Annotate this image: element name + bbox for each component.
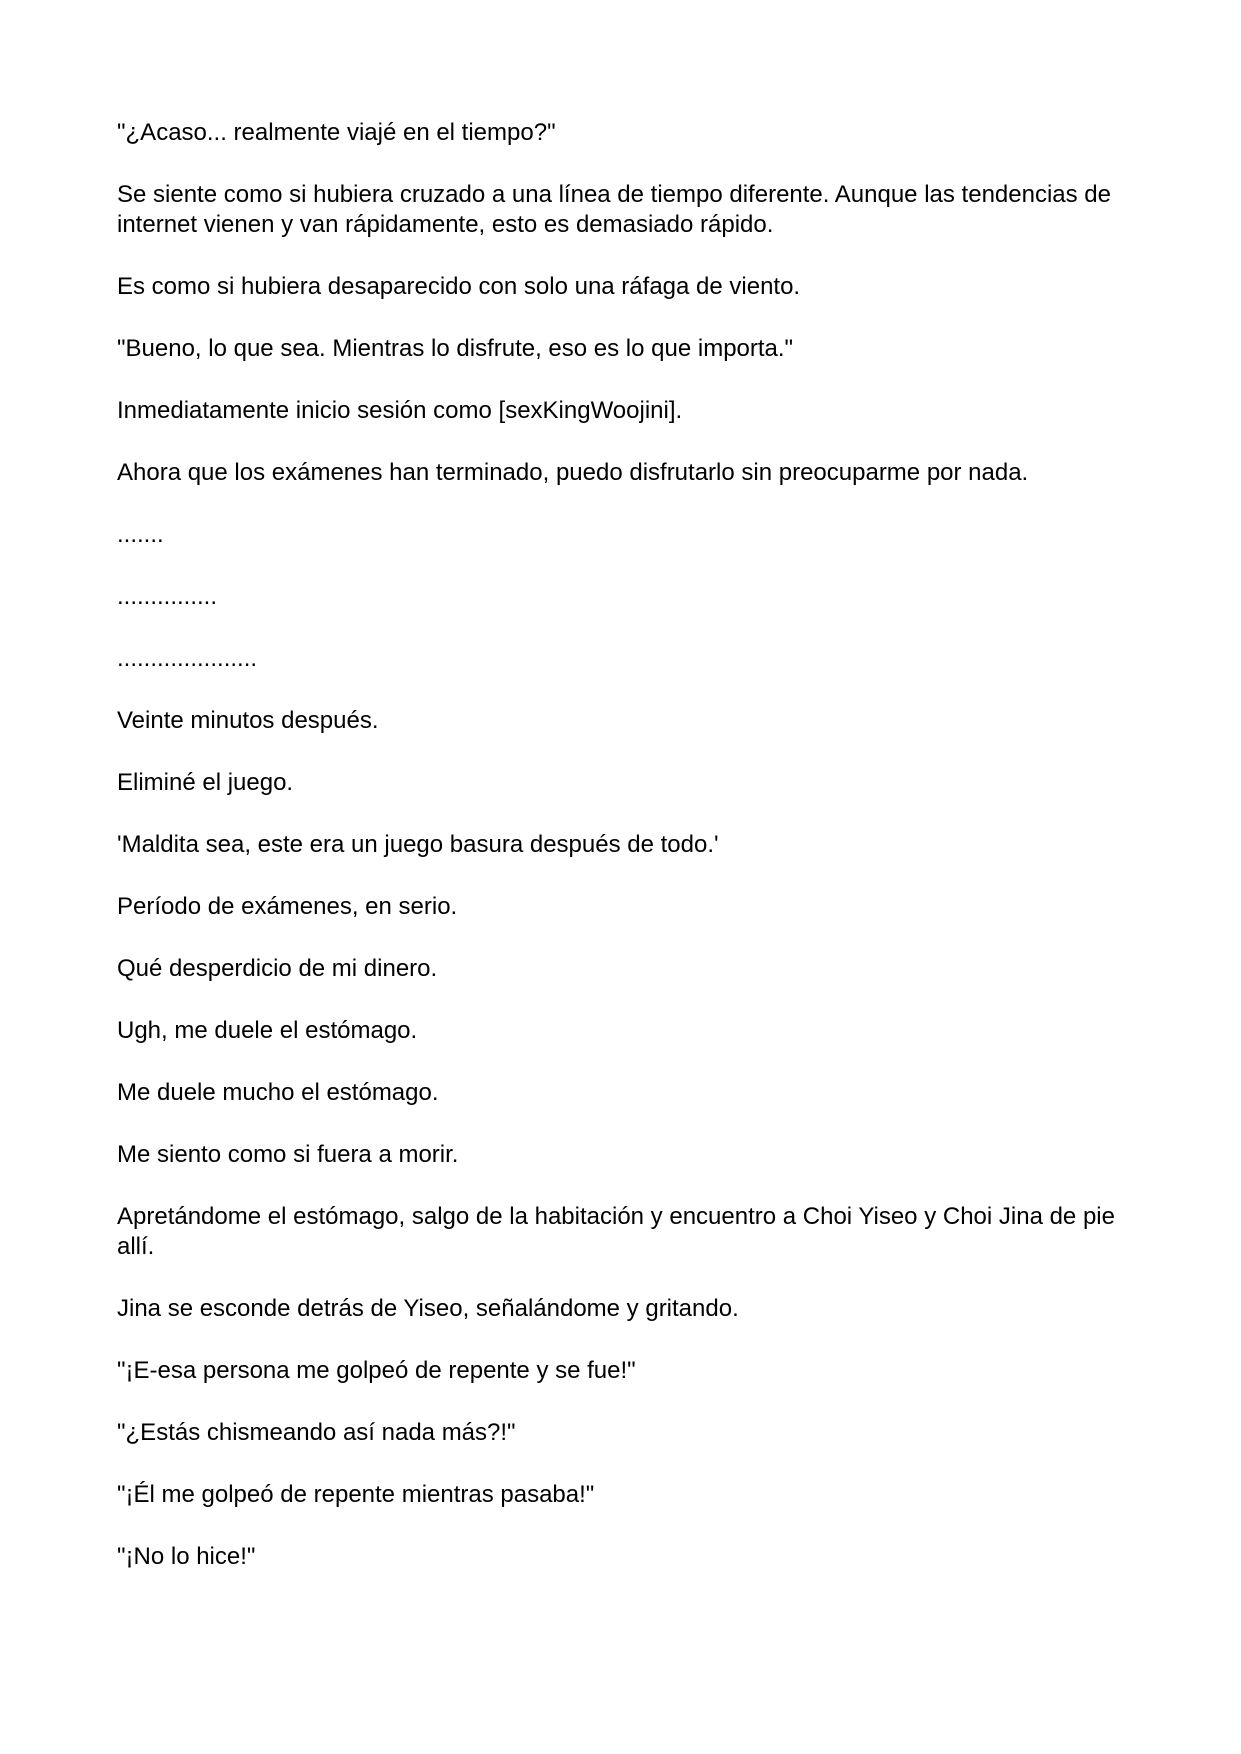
paragraph: Es como si hubiera desaparecido con solo una ráfaga de viento. bbox=[117, 273, 801, 300]
paragraph: Me siento como si fuera a morir. bbox=[117, 1141, 459, 1168]
paragraph: Período de exámenes, en serio. bbox=[117, 893, 458, 920]
ellipsis-line: ............... bbox=[117, 583, 218, 610]
paragraph: Ahora que los exámenes han terminado, puedo disfrutarlo sin preocuparme por nada. bbox=[117, 459, 1029, 486]
paragraph: 'Maldita sea, este era un juego basura después de todo.' bbox=[117, 831, 719, 858]
ellipsis-line: ....... bbox=[117, 521, 164, 548]
dialogue-line: "¡Él me golpeó de repente mientras pasaba!" bbox=[117, 1481, 595, 1508]
dialogue-line: "¡No lo hice!" bbox=[117, 1543, 256, 1570]
paragraph: "¿Acaso... realmente viajé en el tiempo?" bbox=[117, 119, 556, 146]
paragraph: Me duele mucho el estómago. bbox=[117, 1079, 439, 1106]
paragraph: Inmediatamente inicio sesión como [sexKingWoojini]. bbox=[117, 397, 683, 424]
document-text-body bbox=[117, 118, 1127, 1604]
paragraph: Se siente como si hubiera cruzado a una línea de tiempo diferente. Aunque las tendencias de internet vienen y van rápidamente, esto es demasiado rápido. bbox=[117, 181, 1111, 238]
paragraph: Jina se esconde detrás de Yiseo, señalándome y gritando. bbox=[117, 1295, 739, 1322]
dialogue-line: "¿Estás chismeando así nada más?!" bbox=[117, 1419, 516, 1446]
paragraph: Veinte minutos después. bbox=[117, 707, 379, 734]
paragraph: "Bueno, lo que sea. Mientras lo disfrute, eso es lo que importa." bbox=[117, 335, 794, 362]
paragraph: Qué desperdicio de mi dinero. bbox=[117, 955, 438, 982]
paragraph: Ugh, me duele el estómago. bbox=[117, 1017, 418, 1044]
ellipsis-line: ..................... bbox=[117, 645, 258, 672]
paragraph: Eliminé el juego. bbox=[117, 769, 294, 796]
paragraph: Apretándome el estómago, salgo de la habitación y encuentro a Choi Yiseo y Choi Jina de pie allí. bbox=[117, 1203, 1115, 1260]
dialogue-line: "¡E-esa persona me golpeó de repente y se fue!" bbox=[117, 1357, 636, 1384]
